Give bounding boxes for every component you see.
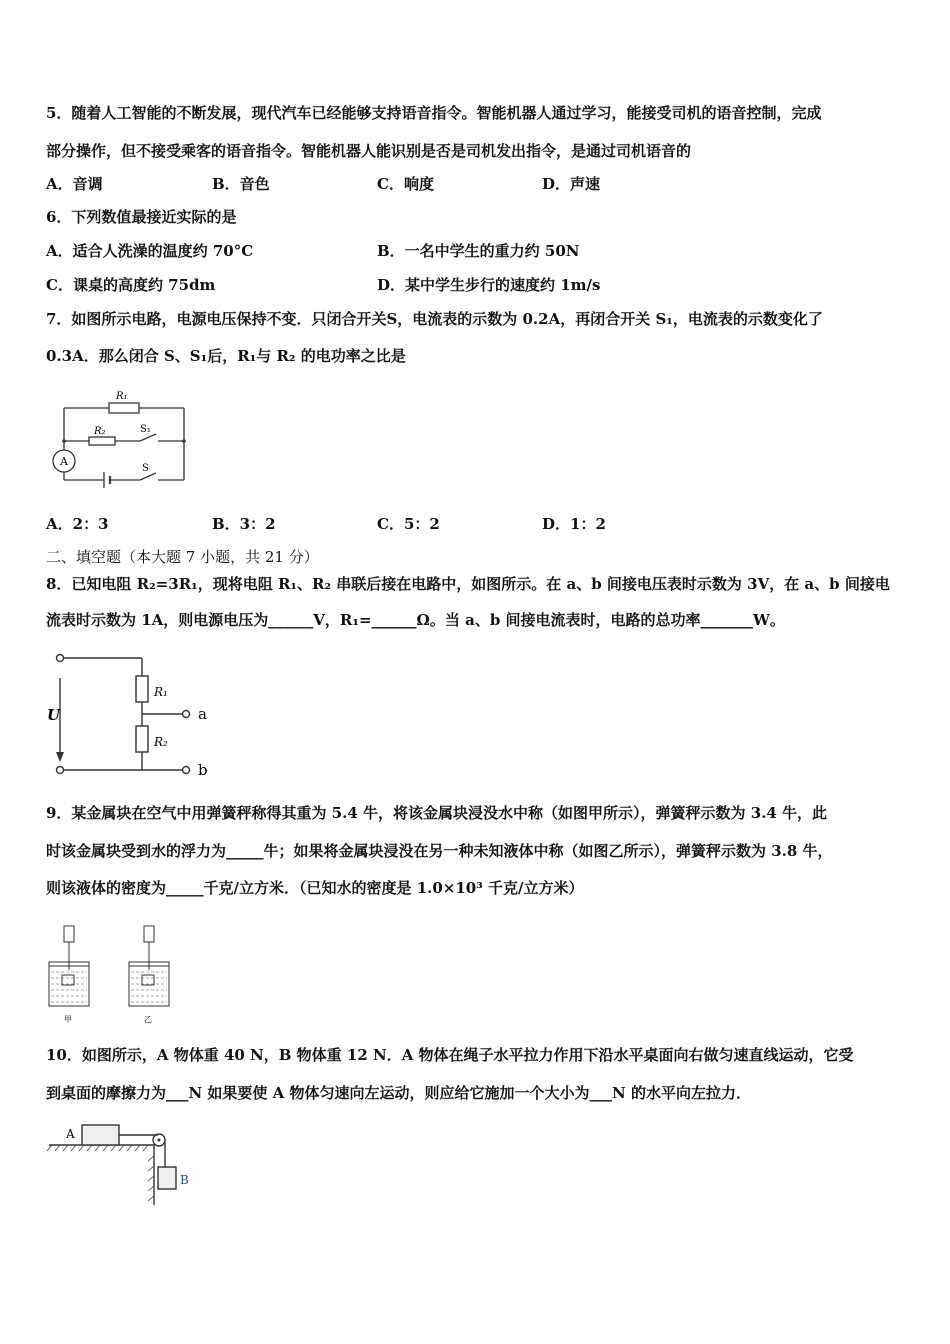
q7-option-b: B．3：2 bbox=[212, 515, 276, 533]
q7-fig-label-s1: S₁ bbox=[140, 424, 151, 435]
q5-option-b: B．音色 bbox=[212, 175, 270, 193]
q7-option-d: D．1：2 bbox=[542, 515, 606, 533]
q6-option-c: C．课桌的高度约 75dm bbox=[46, 276, 216, 294]
q6-stem: 6．下列数值最接近实际的是 bbox=[46, 208, 237, 226]
q9-beaker-diagram bbox=[44, 922, 184, 1027]
q5-option-c: C．响度 bbox=[377, 175, 434, 193]
q9-fig-label-jia: 甲 bbox=[64, 1015, 72, 1024]
q10-stem-line1: 10．如图所示，A 物体重 40 N，B 物体重 12 N．A 物体在绳子水平拉力作用下沿水平桌面向右做匀速直线运动，它受 bbox=[46, 1046, 854, 1064]
q7-option-c: C．5：2 bbox=[377, 515, 440, 533]
section-title: 二、填空题（本大题 7 小题，共 21 分） bbox=[46, 548, 319, 566]
q8-stem-line2: 流表时示数为 1A，则电源电压为______V，R₁=______Ω。当 a、b 间接电流表时，电路的总功率_______W。 bbox=[46, 611, 785, 629]
q9-stem-line1: 9．某金属块在空气中用弹簧秤称得其重为 5.4 牛，将该金属块浸没水中称（如图甲所示），弹簧秤示数为 3.4 牛，此 bbox=[46, 804, 828, 822]
q10-fig-label-b: B bbox=[180, 1173, 189, 1187]
q6-option-d: D．某中学生步行的速度约 1m/s bbox=[377, 276, 601, 294]
q8-fig-label-a: a bbox=[198, 705, 207, 723]
q8-fig-label-r2: R₂ bbox=[154, 735, 168, 749]
q7-stem-line2: 0.3A．那么闭合 S、S₁后，R₁与 R₂ 的电功率之比是 bbox=[46, 347, 406, 365]
q5-option-d: D．声速 bbox=[542, 175, 601, 193]
q5-stem-line1: 5．随着人工智能的不断发展，现代汽车已经能够支持语音指令。智能机器人通过学习，能接受司机的语音控制，完成 bbox=[46, 104, 822, 122]
q8-fig-label-u: U bbox=[47, 706, 61, 724]
q10-pulley-diagram bbox=[44, 1120, 204, 1210]
q7-fig-label-r2: R₂ bbox=[94, 426, 106, 437]
q7-fig-label-s: S bbox=[142, 463, 149, 474]
q10-fig-label-a: A bbox=[66, 1127, 75, 1141]
q5-option-a: A．音调 bbox=[46, 175, 103, 193]
q6-option-a: A．适合人洗澡的温度约 70°C bbox=[46, 242, 254, 260]
q7-stem-line1: 7．如图所示电路，电源电压保持不变．只闭合开关S，电流表的示数为 0.2A，再闭合开关 S₁，电流表的示数变化了 bbox=[46, 310, 823, 328]
q9-stem-line3: 则该液体的密度为_____千克/立方米．（已知水的密度是 1.0×10³ 千克/立方米） bbox=[46, 879, 584, 897]
q7-option-a: A．2：3 bbox=[46, 515, 109, 533]
q8-fig-label-r1: R₁ bbox=[154, 685, 168, 699]
q8-fig-label-b: b bbox=[198, 761, 208, 779]
q7-circuit-diagram bbox=[44, 388, 194, 493]
ammeter-icon: A bbox=[60, 455, 68, 468]
q7-fig-label-r1: R₁ bbox=[116, 391, 128, 402]
q5-stem-line2: 部分操作，但不接受乘客的语音指令。智能机器人能识别是否是司机发出指令，是通过司机语音的 bbox=[46, 142, 692, 160]
q10-stem-line2: 到桌面的摩擦力为___N 如果要使 A 物体匀速向左运动，则应给它施加一个大小为___N 的水平向左拉力． bbox=[46, 1084, 751, 1102]
q8-stem-line1: 8．已知电阻 R₂=3R₁，现将电阻 R₁、R₂ 串联后接在电路中，如图所示。在 a、b 间接电压表时示数为 3V，在 a、b 间接电 bbox=[46, 575, 890, 593]
q8-circuit-diagram bbox=[44, 648, 224, 778]
q9-fig-label-yi: 乙 bbox=[144, 1015, 152, 1024]
q6-option-b: B．一名中学生的重力约 50N bbox=[377, 242, 580, 260]
q9-stem-line2: 时该金属块受到水的浮力为_____牛；如果将金属块浸没在另一种未知液体中称（如图乙所示），弹簧秤示数为 3.8 牛， bbox=[46, 842, 833, 860]
